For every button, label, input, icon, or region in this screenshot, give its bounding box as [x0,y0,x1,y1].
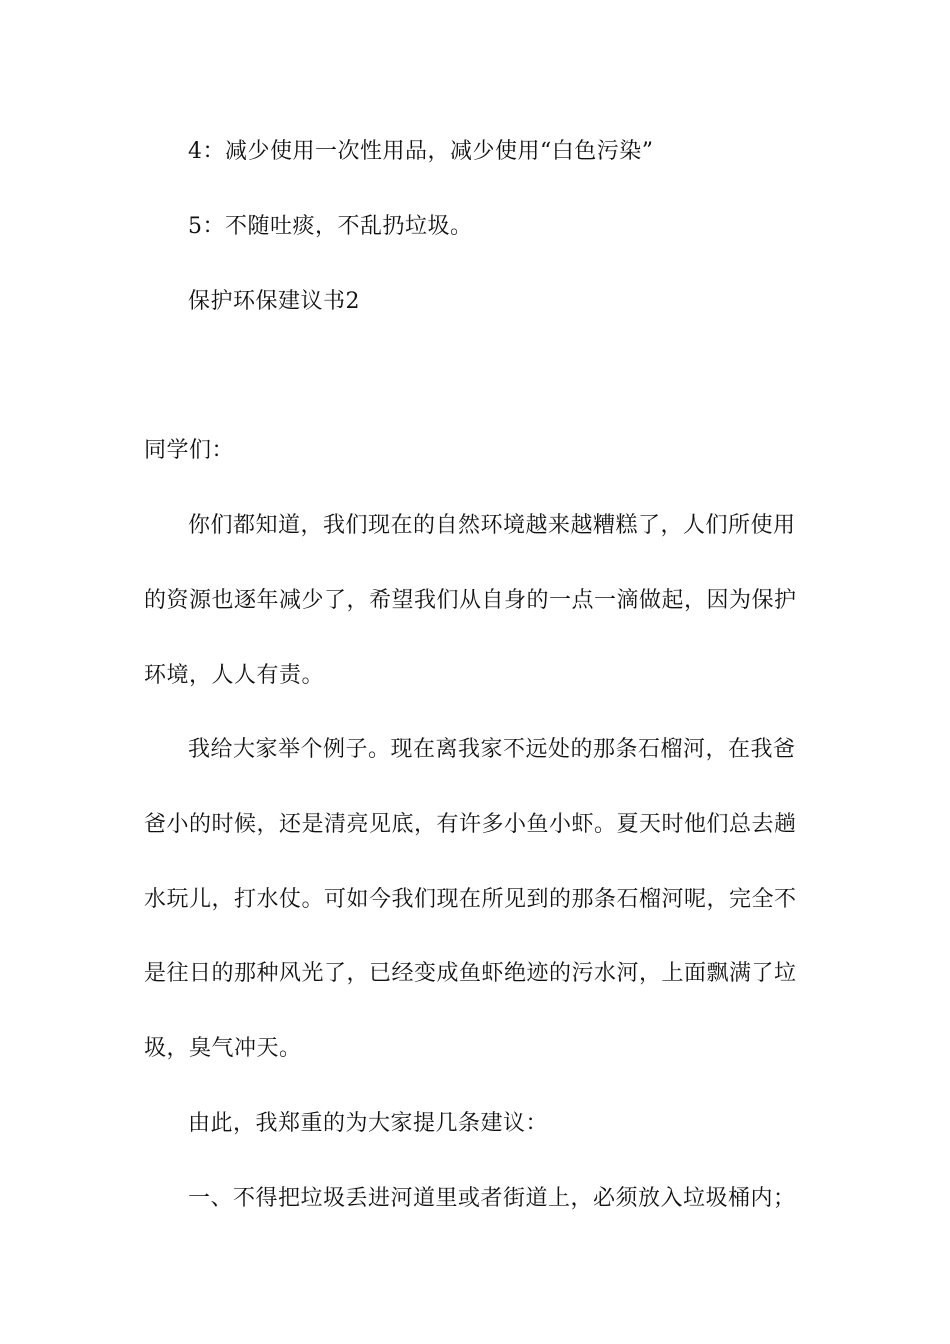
list-item-4: 4：减少使用一次性用品，减少使用“白色污染” [188,139,654,164]
paragraph-2-line-5: 圾，臭气冲天。 [144,1036,302,1061]
salutation: 同学们： [144,438,235,463]
paragraph-1-line-3: 环境，人人有责。 [144,663,325,688]
paragraph-3: 由此，我郑重的为大家提几条建议： [188,1111,549,1136]
list-item-5: 5：不随吐痰，不乱扔垃圾。 [188,214,473,239]
suggestion-1: 一、不得把垃圾丢进河道里或者街道上，必须放入垃圾桶内； [188,1186,796,1211]
section-title: 保护环保建议书2 [188,289,360,314]
paragraph-2-line-2: 爸小的时候，还是清亮见底，有许多小鱼小虾。夏天时他们总去趟 [144,812,797,837]
paragraph-2-line-4: 是往日的那种风光了，已经变成鱼虾绝迹的污水河，上面飘满了垃 [144,961,797,986]
paragraph-1-line-1: 你们都知道，我们现在的自然环境越来越糟糕了，人们所使用 [188,513,796,538]
paragraph-2-line-3: 水玩儿，打水仗。可如今我们现在所见到的那条石榴河呢，完全不 [144,887,797,912]
paragraph-2-line-1: 我给大家举个例子。现在离我家不远处的那条石榴河，在我爸 [188,737,796,762]
paragraph-1-line-2: 的资源也逐年减少了，希望我们从自身的一点一滴做起，因为保护 [144,588,797,613]
